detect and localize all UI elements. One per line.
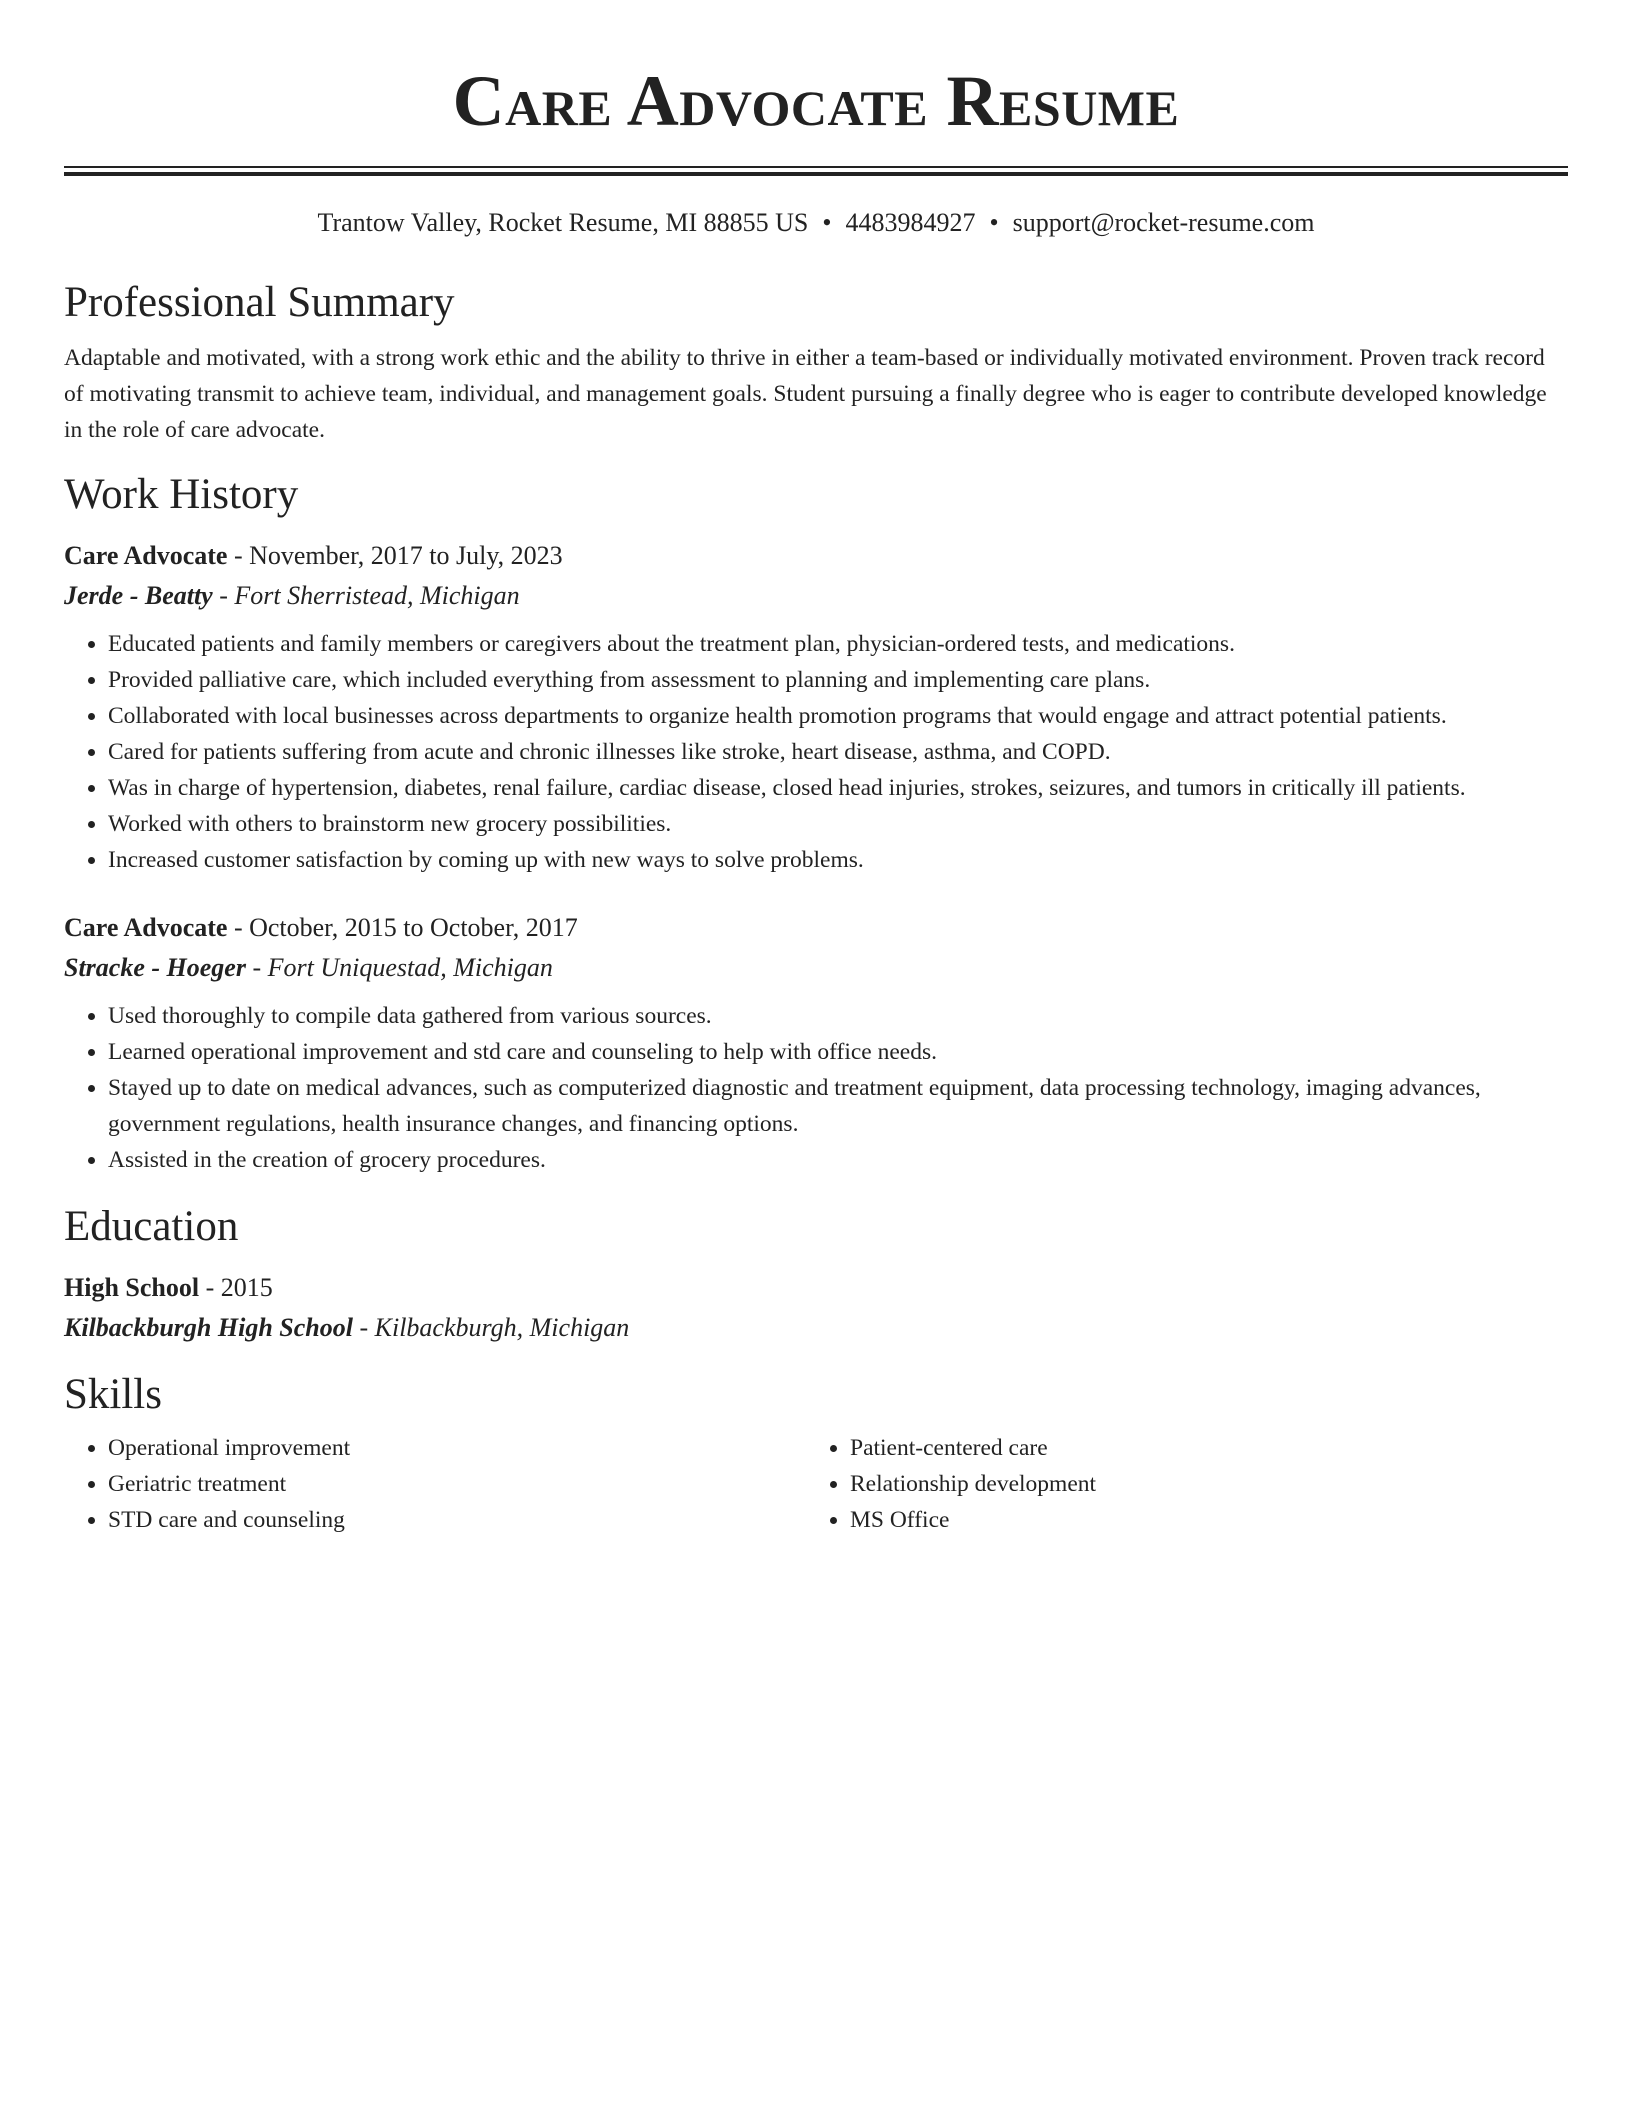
skills-grid (64, 1430, 1568, 1538)
degree: High School (64, 1273, 200, 1302)
employer-line (64, 576, 1568, 616)
job-bullets (64, 998, 1568, 1178)
employer-name: Jerde - Beatty (64, 581, 213, 610)
contact-address: Trantow Valley, Rocket Resume, MI 88855 US (317, 208, 809, 237)
employer-name: Stracke - Hoeger (64, 953, 246, 982)
job-dates: - October, 2015 to October, 2017 (227, 913, 578, 942)
list-item: • Collaborated with local businesses across departments to organize health promotion programs that would engage and attract potential patients. (108, 698, 1568, 734)
job-title: Care Advocate (64, 913, 228, 942)
section-heading-work-history: Work History (64, 471, 299, 518)
job-title-line (64, 908, 1568, 948)
list-item: • Provided palliative care, which included everything from assessment to planning and implementing care plans. (108, 662, 1568, 698)
list-item: • Worked with others to brainstorm new grocery possibilities. (108, 806, 1568, 842)
job-entry (64, 536, 1568, 878)
employer-line (64, 948, 1568, 988)
school-location: - Kilbackburgh, Michigan (352, 1313, 630, 1342)
list-item: • Increased customer satisfaction by coming up with new ways to solve problems. (108, 842, 1568, 878)
skills-column-right (806, 1430, 1548, 1538)
school-line (64, 1308, 1568, 1348)
list-item: • Used thoroughly to compile data gathered from various sources. (108, 998, 1568, 1034)
contact-separator: • (822, 208, 832, 237)
skill-item: • Geriatric treatment (108, 1466, 806, 1502)
skill-item: • Patient-centered care (850, 1430, 1548, 1466)
contact-phone: 4483984927 (845, 208, 976, 237)
list-item: • Educated patients and family members or caregivers about the treatment plan, physician-ordered tests, and medications. (108, 626, 1568, 662)
summary-text: Adaptable and motivated, with a strong work ethic and the ability to thrive in either a team-based or individually motivated environment. Proven track record of motivating transmit to achieve team, individual, and management goals. Student pursuing a finally degree who is eager to contribute developed knowledge in the role of care advocate. (64, 345, 1547, 443)
list-item: • Assisted in the creation of grocery procedures. (108, 1142, 1568, 1178)
skill-item: • Operational improvement (108, 1430, 806, 1466)
resume-page (64, 0, 1568, 1538)
section-heading-education: Education (64, 1203, 239, 1250)
list-item: • Stayed up to date on medical advances, such as computerized diagnostic and treatment equipment, data processing technology, imaging advances, government regulations, health insurance changes, and financing options. (108, 1070, 1568, 1142)
skills-column-left (64, 1430, 806, 1538)
contact-separator: • (989, 208, 999, 237)
job-bullets (64, 626, 1568, 878)
education-entry (64, 1268, 1568, 1348)
employer-location: - Fort Uniquestad, Michigan (245, 953, 553, 982)
skill-item: • Relationship development (850, 1466, 1548, 1502)
school-name: Kilbackburgh High School (64, 1313, 353, 1342)
page-title: Care Advocate Resume (452, 61, 1180, 141)
title-divider (64, 166, 1568, 176)
skill-item: • MS Office (850, 1502, 1548, 1538)
section-heading-summary: Professional Summary (64, 279, 455, 326)
list-item: • Cared for patients suffering from acute and chronic illnesses like stroke, heart disease, asthma, and COPD. (108, 734, 1568, 770)
employer-location: - Fort Sherristead, Michigan (212, 581, 520, 610)
job-title: Care Advocate (64, 541, 228, 570)
job-dates: - November, 2017 to July, 2023 (227, 541, 563, 570)
list-item: • Learned operational improvement and std care and counseling to help with office needs. (108, 1034, 1568, 1070)
graduation-year: - 2015 (199, 1273, 273, 1302)
list-item: • Was in charge of hypertension, diabetes, renal failure, cardiac disease, closed head injuries, strokes, seizures, and tumors in critically ill patients. (108, 770, 1568, 806)
contact-email: support@rocket-resume.com (1012, 208, 1315, 237)
job-title-line (64, 536, 1568, 576)
contact-line (64, 206, 1568, 240)
job-entry (64, 908, 1568, 1178)
section-heading-skills: Skills (64, 1371, 162, 1418)
degree-line (64, 1268, 1568, 1308)
skill-item: • STD care and counseling (108, 1502, 806, 1538)
